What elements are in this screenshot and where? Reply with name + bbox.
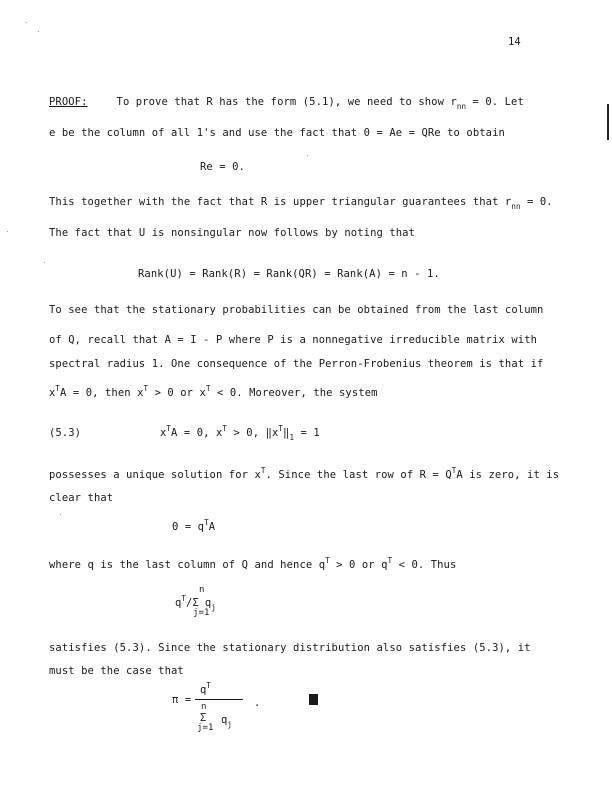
normalized-q-expression bbox=[175, 594, 216, 612]
p4-b: . Since the last row of R = Q bbox=[265, 469, 452, 481]
eq53-p1: x bbox=[160, 427, 167, 439]
para4-line-1 bbox=[49, 466, 560, 481]
pi-sum-lower: j=1 bbox=[197, 723, 214, 733]
eq53-s1: T bbox=[166, 424, 172, 433]
p4-sup2: T bbox=[451, 466, 457, 475]
para2-text: This together with the fact that R is upper triangular guarantees that r bbox=[49, 196, 512, 208]
eq53-p4: x bbox=[272, 427, 279, 439]
scan-speck bbox=[7, 231, 8, 232]
qed-box bbox=[309, 694, 318, 705]
pi-term-q: q bbox=[221, 714, 228, 726]
scan-speck bbox=[307, 155, 308, 156]
eqqa-sup: T bbox=[204, 518, 209, 527]
eq53-s4: T bbox=[278, 424, 284, 433]
para2-line-2: The fact that U is nonsingular now follows by noting that bbox=[49, 227, 416, 239]
sum-lower-limit: j=1 bbox=[193, 608, 210, 618]
proof-text-1-end: = 0. Let bbox=[466, 96, 524, 108]
norm-subscript: 1 bbox=[289, 433, 295, 442]
para5-line bbox=[49, 556, 457, 571]
p3-sup1: T bbox=[55, 384, 61, 393]
equation-label-5-3: (5.3) bbox=[49, 427, 82, 439]
equation-re: Re = 0. bbox=[200, 161, 245, 173]
pi-sum-term bbox=[221, 714, 233, 729]
equation-5-3 bbox=[160, 424, 320, 442]
p3-b: A = 0, then x bbox=[60, 387, 144, 399]
pi-sum-sigma: Σ bbox=[200, 712, 207, 724]
norm-term: q bbox=[204, 597, 212, 609]
p4-a: possesses a unique solution for x bbox=[49, 469, 261, 481]
p5-sup2: T bbox=[387, 556, 393, 565]
equation-rank: Rank(U) = Rank(R) = Rank(QR) = Rank(A) = n - 1. bbox=[138, 268, 440, 280]
norm-bar-left: ‖ bbox=[265, 427, 272, 439]
eq53-p2: A = 0, x bbox=[171, 427, 223, 439]
p5-c: < 0. Thus bbox=[392, 559, 457, 571]
pi-fraction-bar bbox=[195, 699, 243, 700]
norm-q: q bbox=[175, 597, 182, 609]
p5-b: > 0 or q bbox=[329, 559, 388, 571]
eqqa-a: 0 = q bbox=[172, 521, 205, 533]
p3-d: < 0. Moreover, the system bbox=[210, 387, 378, 399]
para4-line-2: clear that bbox=[49, 492, 114, 504]
para3-line-2: of Q, recall that A = I - P where P is a nonnegative irreducible matrix with bbox=[49, 334, 538, 346]
sum-upper-limit: n bbox=[199, 585, 205, 595]
p5-sup1: T bbox=[325, 556, 330, 565]
pi-num-q: q bbox=[200, 684, 207, 696]
proof-line-2: e be the column of all 1's and use the fact that 0 = Ae = QRe to obtain bbox=[49, 127, 505, 139]
eq53-p5: = 1 bbox=[294, 427, 320, 439]
para6-line-1: satisfies (5.3). Since the stationary distribution also satisfies (5.3), it bbox=[49, 642, 531, 654]
eq53-s2: T bbox=[222, 424, 228, 433]
pi-num-sup: T bbox=[206, 681, 212, 690]
pi-sum-upper: n bbox=[201, 702, 207, 712]
right-edge-mark bbox=[607, 104, 609, 140]
eq53-p3: > 0, bbox=[227, 427, 266, 439]
equation-qa bbox=[172, 518, 216, 533]
p3-c: > 0 or x bbox=[148, 387, 206, 399]
eqqa-b: A bbox=[208, 521, 216, 533]
proof-label: PROOF: bbox=[49, 96, 88, 108]
norm-q-sup: T bbox=[181, 594, 187, 603]
p5-a: where q is the last column of Q and hence q bbox=[49, 559, 326, 571]
p3-a: x bbox=[49, 387, 56, 399]
para3-line-1: To see that the stationary probabilities can be obtained from the last column bbox=[49, 304, 544, 316]
pi-term-sub: j bbox=[227, 720, 233, 729]
para2-end: = 0. bbox=[520, 196, 553, 208]
p4-c: A is zero, it is bbox=[456, 469, 560, 481]
scan-speck bbox=[60, 514, 61, 515]
norm-term-sub: j bbox=[211, 603, 216, 612]
scan-speck bbox=[38, 31, 39, 32]
rnn-subscript-2: nn bbox=[511, 202, 521, 211]
scan-speck bbox=[26, 22, 27, 23]
norm-slash: / bbox=[186, 597, 193, 609]
scan-speck bbox=[44, 262, 45, 263]
norm-bar-right: ‖ bbox=[283, 427, 290, 439]
norm-sigma: Σ bbox=[192, 597, 199, 609]
rnn-subscript: nn bbox=[456, 102, 467, 111]
p3-sup3: T bbox=[205, 384, 211, 393]
para3-line-4 bbox=[49, 384, 378, 399]
pi-trailing-period: . bbox=[254, 697, 261, 709]
proof-line-1 bbox=[49, 96, 524, 111]
pi-lhs: π = bbox=[172, 694, 192, 706]
para6-line-2: must be the case that bbox=[49, 665, 184, 677]
para3-line-3: spectral radius 1. One consequence of the Perron-Frobenius theorem is that if bbox=[49, 358, 544, 370]
p3-sup2: T bbox=[143, 384, 149, 393]
pi-numerator bbox=[200, 681, 212, 696]
p4-sup: T bbox=[260, 466, 266, 475]
para2-line-1 bbox=[49, 196, 553, 211]
proof-text-1: To prove that R has the form (5.1), we need to show r bbox=[116, 96, 457, 108]
page-number: 14 bbox=[508, 36, 521, 48]
